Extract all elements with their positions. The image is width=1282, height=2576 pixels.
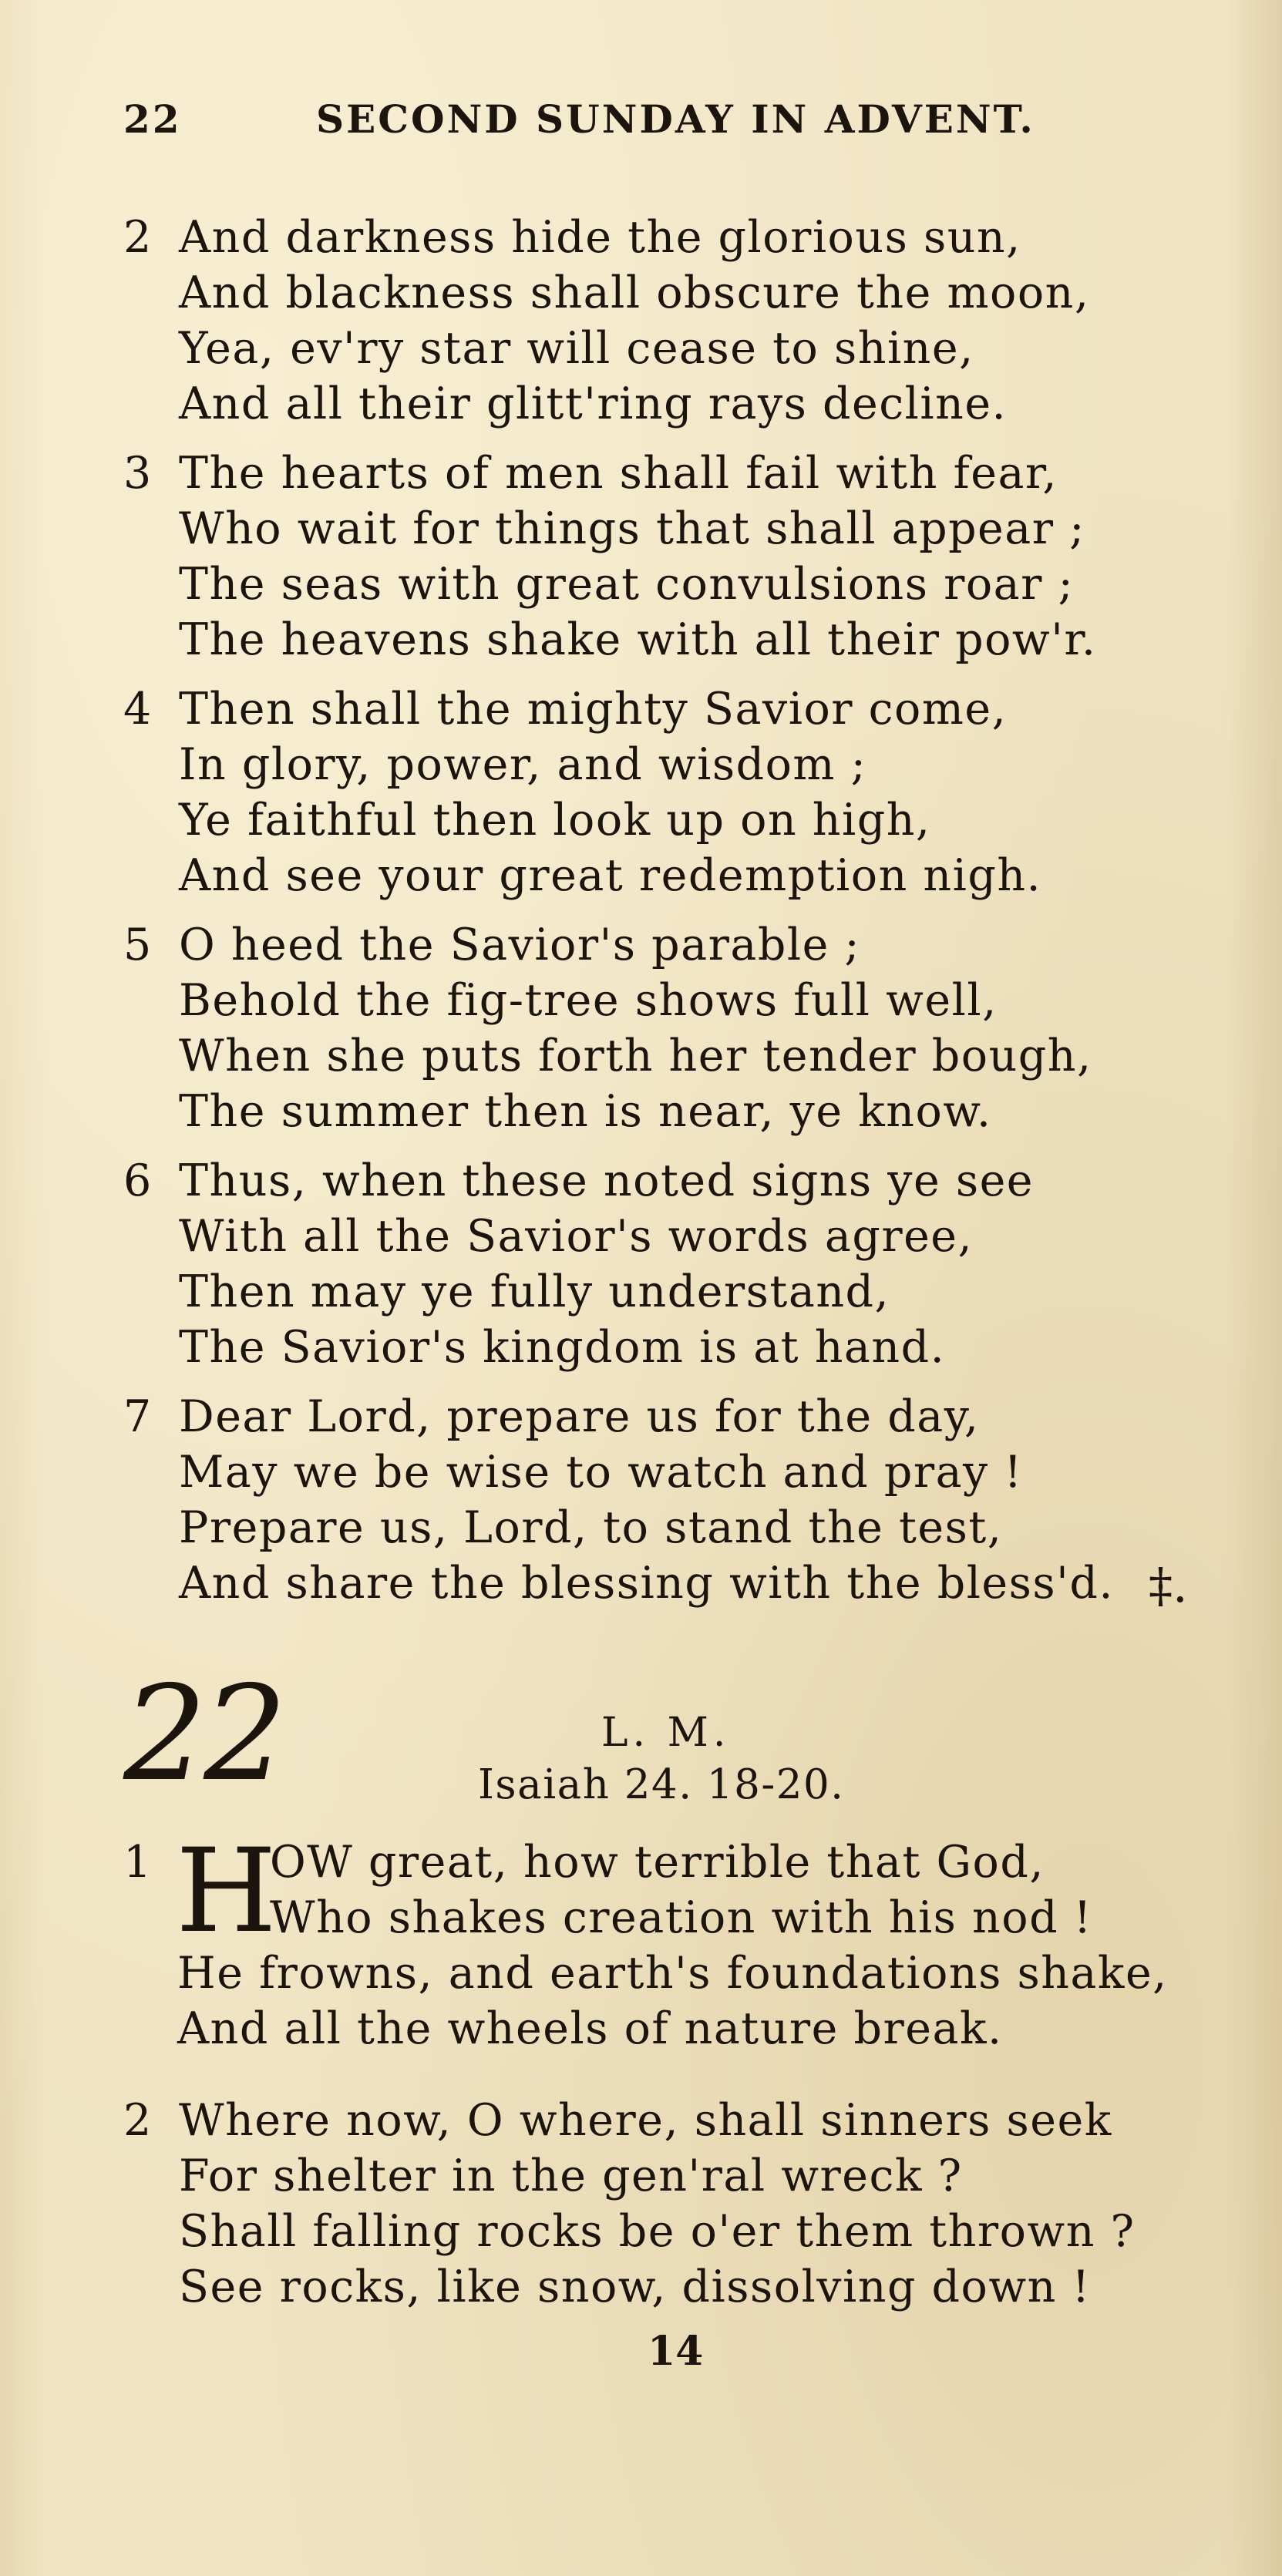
drop-cap-letter: H [176, 1824, 277, 1959]
verse-line: In glory, power, and wisdom ; [179, 739, 867, 790]
scripture-reference: Isaiah 24. 18-20. [478, 1761, 845, 1808]
running-header [123, 96, 1035, 142]
verse-line: And all the wheels of nature break. [177, 2003, 1003, 2054]
verse-line: And darkness hide the glorious sun, [179, 212, 1021, 263]
running-title: SECOND SUNDAY IN ADVENT. [316, 96, 1035, 142]
verse-line: The seas with great convulsions roar ; [179, 559, 1075, 610]
verse-line: Dear Lord, prepare us for the day, [179, 1391, 980, 1442]
verse-line: And all their glitt'ring rays decline. [179, 378, 1008, 429]
hymn-meter: L. M. [601, 1710, 731, 1756]
verse-line: May we be wise to watch and pray ! [179, 1447, 1023, 1498]
stanza-number: 4 [123, 684, 153, 735]
verse-line: Behold the fig-tree shows full well, [179, 975, 998, 1026]
drop-cap-lines [270, 1834, 1092, 1945]
verse-line: Yea, ev'ry star will cease to shine, [179, 323, 974, 374]
verse-line: OW great, how terrible that God, [270, 1837, 1045, 1888]
stanza-number: 2 [123, 2095, 153, 2146]
verse-line: He frowns, and earth's foundations shake, [177, 1948, 1168, 1999]
double-dagger-mark: ‡. [1149, 1557, 1188, 1613]
stanza-5 [123, 917, 1092, 1139]
verse-line: For shelter in the gen'ral wreck ? [179, 2151, 963, 2201]
stanza-number: 7 [123, 1391, 153, 1442]
verse-line: When she puts forth her tender bough, [179, 1031, 1092, 1081]
verse-line: The heavens shake with all their pow'r. [179, 614, 1097, 665]
verse-line: Shall falling rocks be o'er them thrown ? [179, 2206, 1136, 2257]
verse-line: With all the Savior's words agree, [179, 1211, 974, 1262]
verse-line: O heed the Savior's parable ; [179, 920, 861, 970]
stanza-4 [123, 681, 1041, 903]
verse-line: Where now, O where, shall sinners seek [179, 2095, 1112, 2146]
stanza-2 [123, 210, 1090, 432]
hymn-number: 22 [123, 1658, 284, 1811]
verse-line: Who wait for things that shall appear ; [179, 503, 1085, 554]
stanza-7 [123, 1389, 1114, 1611]
verse-line: Prepare us, Lord, to stand the test, [179, 1502, 1003, 1553]
verse-line: Then may ye fully understand, [179, 1266, 890, 1317]
verse-line: The hearts of men shall fail with fear, [179, 448, 1058, 499]
page-number: 22 [123, 96, 182, 142]
stanza-number: 2 [123, 212, 153, 263]
verse-line: And see your great redemption nigh. [179, 850, 1042, 901]
hymn-22-stanza-2 [123, 2093, 1136, 2315]
verse-line: See rocks, like snow, dissolving down ! [179, 2262, 1091, 2312]
verse-line: Ye faithful then look up on high, [179, 795, 931, 846]
stanza-number: 1 [123, 1837, 152, 1888]
verse-line: And blackness shall obscure the moon, [179, 267, 1090, 318]
hymn-22-stanza-1-rest [177, 1945, 1168, 2056]
verse-line: Thus, when these noted signs ye see [179, 1155, 1035, 1206]
stanza-6 [123, 1153, 1034, 1375]
verse-line: Then shall the mighty Savior come, [179, 684, 1008, 735]
verse-line: The summer then is near, ye know. [179, 1086, 992, 1137]
signature-mark: 14 [648, 2328, 704, 2375]
stanza-number: 6 [123, 1155, 153, 1206]
verse-line: Who shakes creation with his nod ! [270, 1892, 1093, 1943]
verse-line: And share the blessing with the bless'd. [179, 1558, 1114, 1609]
stanza-number: 3 [123, 448, 153, 499]
verse-line: The Savior's kingdom is at hand. [179, 1322, 946, 1373]
stanza-number: 5 [123, 920, 153, 970]
stanza-3 [123, 446, 1096, 668]
